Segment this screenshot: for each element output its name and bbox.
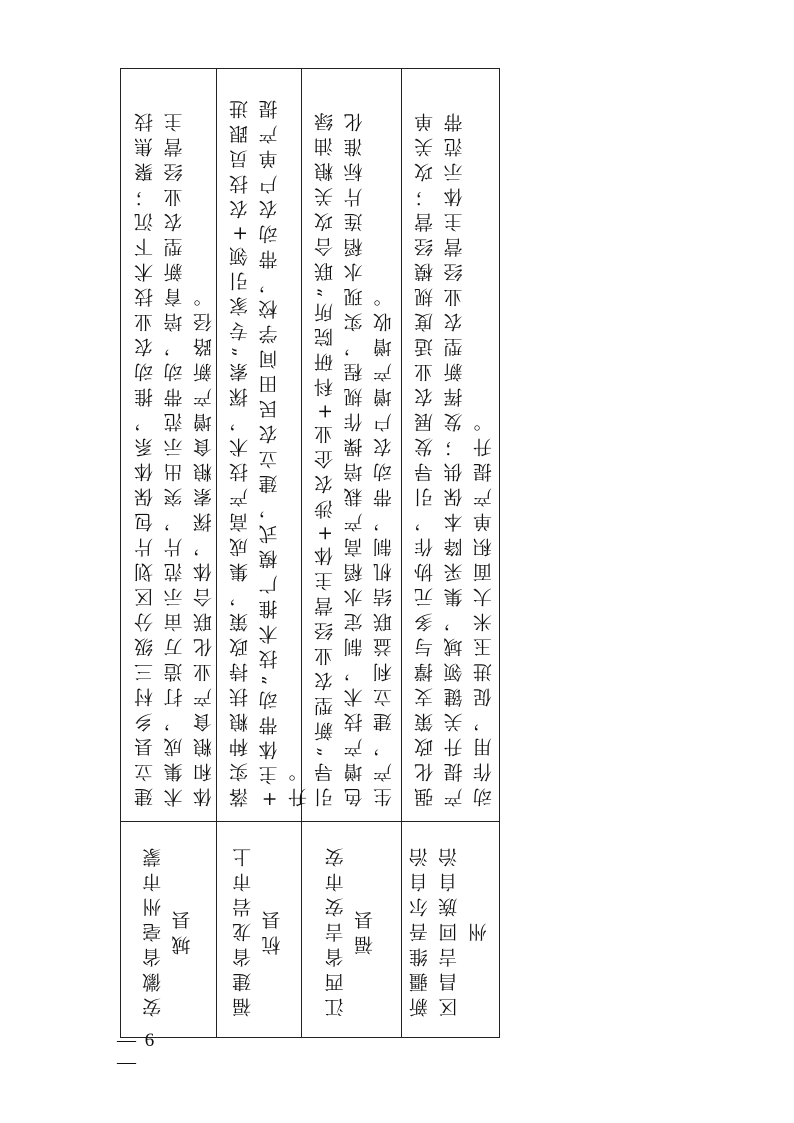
region-cell: 新疆维吾尔自治区昌吉回族自治州 bbox=[408, 842, 490, 1018]
measure-cell: 建立县乡村三级分区划片包保体系，推动农业技术下沉；聚焦技术集成，打造万亩示范片，突出示范带动，培育新型农业经营主体和粮食产业化联合体，探索粮食增产新路径。 bbox=[134, 107, 215, 807]
region-cell: 江西省吉安市安福县 bbox=[324, 842, 376, 1018]
measure-cell: 引导“新型农业经营主体+涉农企业+科研院所”联合攻关粮油绿色增产技术，制定水稻高产栽培操作规程，实现水稻连片标准化生产，建立利益联结机制，带动农户增产增收。 bbox=[314, 106, 395, 807]
measure-cell: 落实种粮扶持政策，集成高产技术，探索“专家引领+农技员跟进+主体带动”技术推广模式，建立农民田间学校，带动农户单产提升。 bbox=[229, 94, 310, 807]
measure-cell: 强化政策支撑与多元协作，引导发展农业适度规模经营；攻关单产提升关键领域，集采降本保供；发挥新型农业经营主体示范带动作用，促进玉米大面积单产提升。 bbox=[414, 107, 495, 807]
page-number: — 6 — bbox=[117, 1030, 157, 1073]
measures-table bbox=[120, 68, 500, 1038]
table-row bbox=[216, 69, 310, 1039]
table-row bbox=[121, 69, 216, 1039]
region-cell: 福建省龙岩市上杭县 bbox=[232, 842, 284, 1018]
region-cell: 安徽省亳州市蒙城县 bbox=[142, 842, 194, 1018]
table-row bbox=[401, 69, 499, 1039]
table-row bbox=[301, 69, 401, 1039]
